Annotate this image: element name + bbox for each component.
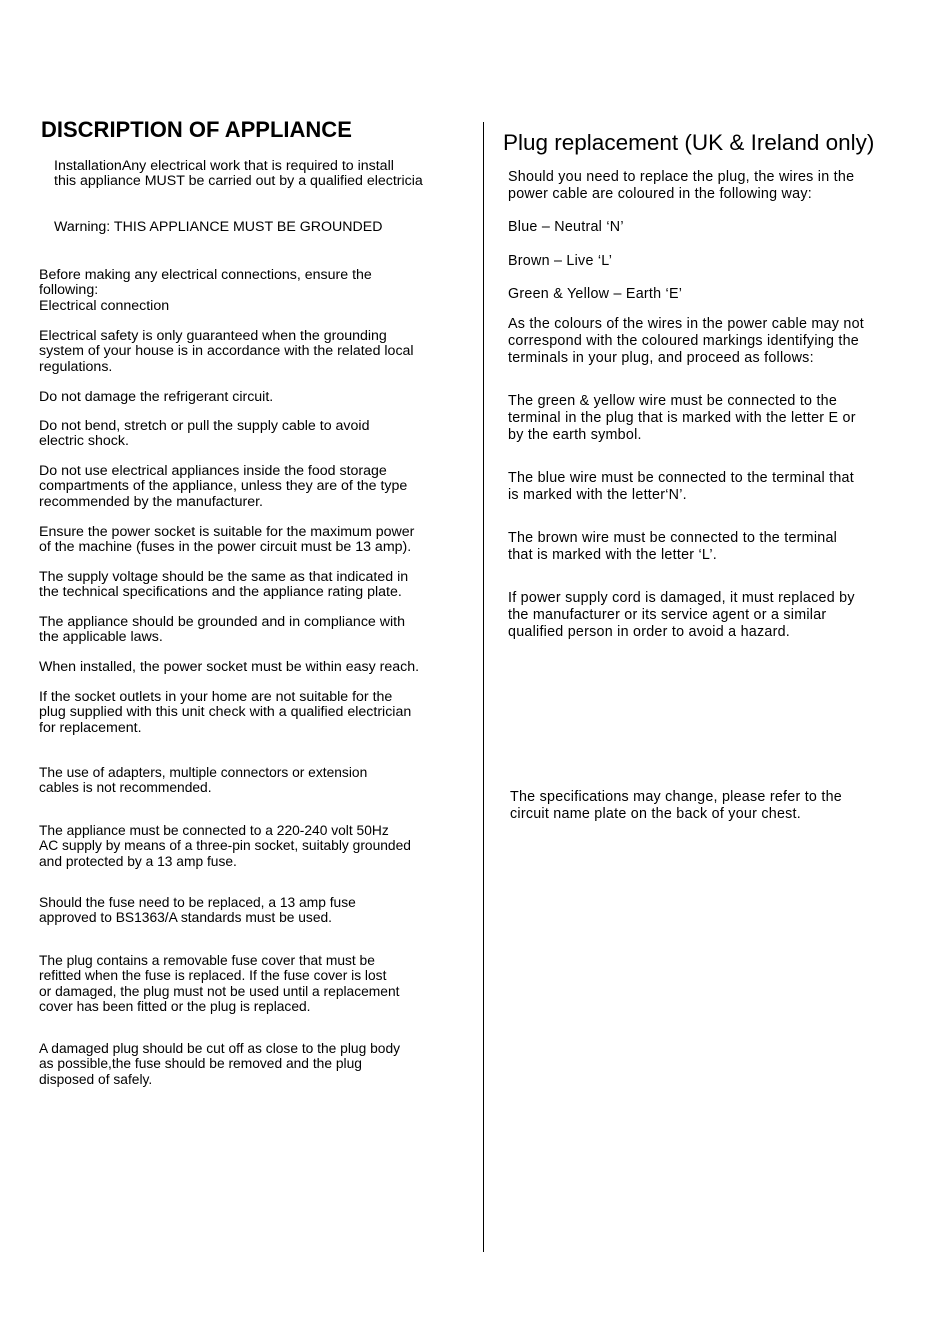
grounded-compliance-paragraph: The appliance should be grounded and in compliance with the applicable laws. (39, 614, 405, 646)
colour-mismatch-paragraph: As the colours of the wires in the power cable may not correspond with the coloured markings identifying the terminals in your plug, and proceed as follows: (508, 316, 865, 366)
before-connection-paragraph: Before making any electrical connections, ensure the following: Electrical connection (39, 267, 372, 314)
plug-replacement-column (490, 0, 933, 1324)
blue-neutral-item: Blue – Neutral ‘N’ (508, 219, 624, 235)
blue-wire-paragraph: The blue wire must be connected to the terminal that is marked with the letter‘N’. (508, 470, 854, 503)
green-yellow-wire-paragraph: The green & yellow wire must be connected to the terminal in the plug that is marked with the letter E or by the earth symbol. (508, 393, 856, 443)
brown-wire-paragraph: The brown wire must be connected to the terminal that is marked with the letter ‘L’. (508, 530, 838, 563)
adapters-paragraph: The use of adapters, multiple connectors or extension cables is not recommended. (39, 765, 368, 796)
socket-reach-paragraph: When installed, the power socket must be within easy reach. (39, 659, 420, 675)
power-socket-paragraph: Ensure the power socket is suitable for the maximum power of the machine (fuses in the power circuit must be 13 amp). (39, 524, 415, 556)
refrigerant-paragraph: Do not damage the refrigerant circuit. (39, 389, 274, 405)
supply-voltage-paragraph: The supply voltage should be the same as that indicated in the technical specifications and the appliance rating plate. (39, 569, 409, 601)
appliance-description-title: DISCRIPTION OF APPLIANCE (41, 117, 352, 142)
plug-replacement-title: Plug replacement (UK & Ireland only) (503, 130, 875, 155)
electrical-safety-paragraph: Electrical safety is only guaranteed when the grounding system of your house is in accordance with the related local regulations. (39, 328, 414, 375)
supply-cable-paragraph: Do not bend, stretch or pull the supply cable to avoid electric shock. (39, 418, 370, 450)
fuse-replacement-paragraph: Should the fuse need to be replaced, a 13 amp fuse approved to BS1363/A standards must be used. (39, 895, 356, 926)
column-divider (483, 122, 484, 1252)
fuse-cover-paragraph: The plug contains a removable fuse cover that must be refitted when the fuse is replaced. If the fuse cover is lost or damaged, the plug must not be used until a replacement cover has been fitted or the plug is replaced. (39, 953, 400, 1015)
socket-outlets-paragraph: If the socket outlets in your home are not suitable for the plug supplied with this unit check with a qualified electrician for replacement. (39, 689, 412, 736)
grounding-warning: Warning: THIS APPLIANCE MUST BE GROUNDED (54, 219, 383, 235)
brown-live-item: Brown – Live ‘L’ (508, 253, 613, 269)
electrical-appliances-paragraph: Do not use electrical appliances inside the food storage compartments of the appliance, unless they are of the type recommended by the manufacturer. (39, 463, 408, 510)
wire-colours-intro: Should you need to replace the plug, the wires in the power cable are coloured in the following way: (508, 169, 855, 202)
damaged-plug-paragraph: A damaged plug should be cut off as close to the plug body as possible,the fuse should be removed and the plug disposed of safely. (39, 1041, 401, 1087)
green-yellow-earth-item: Green & Yellow – Earth ‘E’ (508, 286, 683, 302)
installation-paragraph: InstallationAny electrical work that is required to install this appliance MUST be carried out by a qualified electricia (54, 158, 423, 190)
supply-connection-paragraph: The appliance must be connected to a 220-240 volt 50Hz AC supply by means of a three-pin socket, suitably grounded and protected by a 13 amp fuse. (39, 823, 411, 869)
specifications-note: The specifications may change, please refer to the circuit name plate on the back of your chest. (510, 789, 842, 822)
damaged-cord-paragraph: If power supply cord is damaged, it must replaced by the manufacturer or its service agent or a similar qualified person in order to avoid a hazard. (508, 590, 855, 640)
